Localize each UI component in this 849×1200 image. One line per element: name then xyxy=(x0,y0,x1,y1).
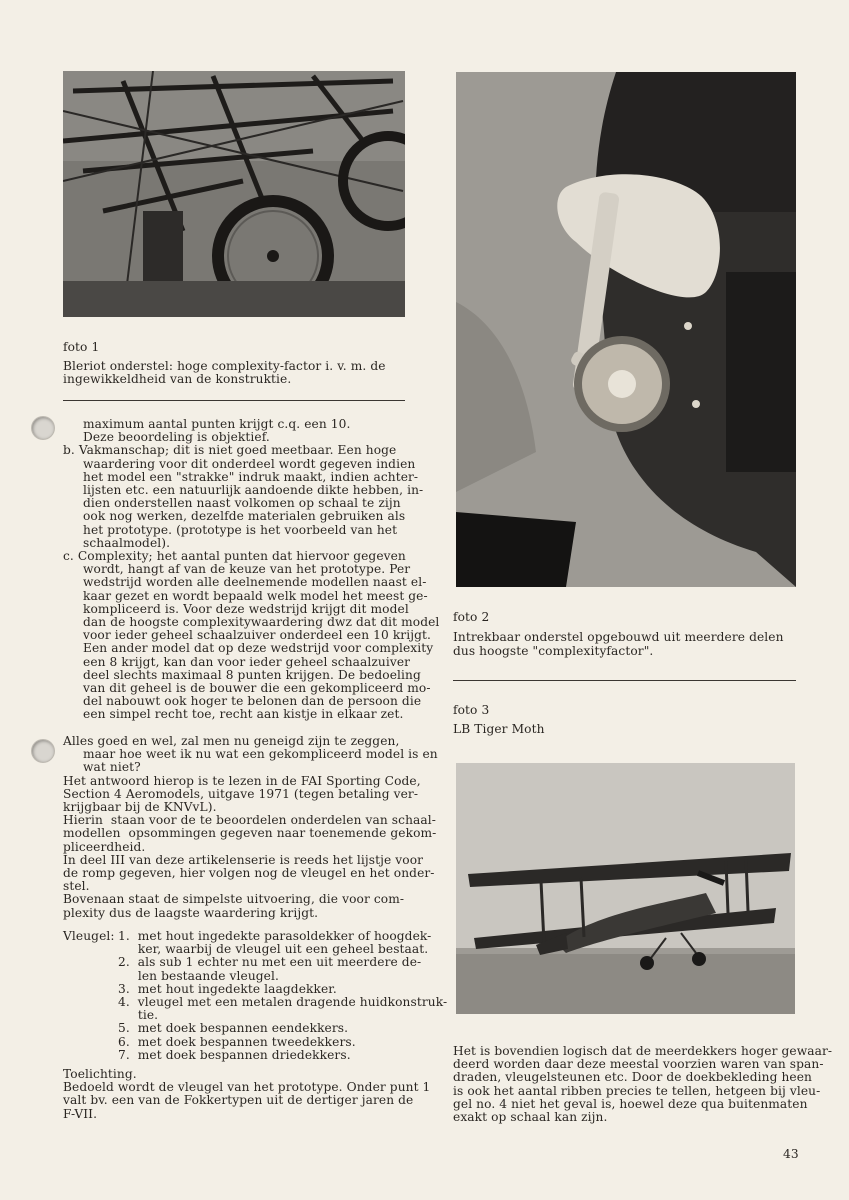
left-block2-line: krijgbaar bij de KNVvL). xyxy=(63,800,217,815)
left-block1-line: b. Vakmanschap; dit is niet goed meetbaar. Een hoge xyxy=(63,443,397,458)
photo1-caption-line-1: Bleriot onderstel: hoge complexity-factor i. v. m. de xyxy=(63,359,386,373)
left-block2-line: plexity dus de laagste waardering krijgt. xyxy=(63,905,319,920)
left-block2-line: Het antwoord hierop is te lezen in de FAI Sporting Code, xyxy=(63,773,421,788)
photo1-label: foto 1 xyxy=(63,340,100,354)
left-block2-line: Section 4 Aeromodels, uitgave 1971 (tegen betaling ver- xyxy=(63,786,419,801)
left-block1-line: waardering voor dit onderdeel wordt gegeven indien xyxy=(83,456,416,471)
left-block2-line: wat niet? xyxy=(83,760,141,775)
toelichting-line: F-VII. xyxy=(63,1106,98,1121)
left-block1-line: lijsten etc. een natuurlijk aandoende dikte hebben, in- xyxy=(83,483,424,498)
page-number: 43 xyxy=(783,1147,799,1161)
divider-left xyxy=(63,400,405,401)
vleugel-item: 5. met doek bespannen eendekkers. xyxy=(118,1021,349,1036)
left-block2-line: In deel III van deze artikelenserie is reeds het lijstje voor xyxy=(63,852,424,867)
left-text-block-2 xyxy=(63,735,438,920)
left-block2-line: Alles goed en wel, zal men nu geneigd zijn te zeggen, xyxy=(63,734,400,748)
left-block1-line: wordt, hangt af van de keuze van het prototype. Per xyxy=(83,562,411,577)
toelichting-line: Toelichting. xyxy=(63,1067,137,1081)
left-block1-line: kaar gezet en wordt bepaald welk model het meest ge- xyxy=(83,588,428,603)
left-block2-line: de romp gegeven, hier volgen nog de vleugel en het onder- xyxy=(63,866,435,881)
right-text-block xyxy=(453,1045,832,1124)
left-block1-line: wedstrijd worden alle deelnemende modellen naast el- xyxy=(83,575,427,590)
toelichting-line: valt bv. een van de Fokkertypen uit de dertiger jaren de xyxy=(63,1093,414,1108)
photo3-label: foto 3 xyxy=(453,703,490,717)
left-block1-line: het model een "strakke" indruk maakt, indien achter- xyxy=(83,469,419,484)
right-block-line: is ook het aantal ribben precies te tellen, hetgeen bij vleu- xyxy=(453,1083,821,1098)
vleugel-item: 7. met doek bespannen driedekkers. xyxy=(118,1047,351,1062)
right-block-line: draden, vleugelsteunen etc. Door de doekbekleding heen xyxy=(453,1070,812,1085)
punch-hole-top xyxy=(32,417,54,439)
photo2-label: foto 2 xyxy=(453,610,490,624)
left-text-block-1 xyxy=(63,418,439,722)
vleugel-item: 6. met doek bespannen tweedekkers. xyxy=(118,1034,356,1049)
vleugel-item: 1. met hout ingedekte parasoldekker of hoogdek- xyxy=(118,929,432,943)
left-block2-line: stel. xyxy=(63,879,90,894)
left-block1-line: dan de hoogste complexitywaardering dwz dat dit model xyxy=(83,615,440,630)
left-block1-line: het prototype. (prototype is het voorbeeld van het xyxy=(83,522,398,537)
left-block1-line: een 8 krijgt, kan dan voor ieder geheel schaalzuiver xyxy=(83,654,411,669)
left-block1-line: ook nog werken, dezelfde materialen gebruiken als xyxy=(83,509,406,524)
left-block2-line: Hierin staan voor de te beoordelen onderdelen van schaal- xyxy=(63,813,436,828)
vleugel-item: tie. xyxy=(118,1008,159,1023)
photo2-caption-line-1: Intrekbaar onderstel opgebouwd uit meerdere delen xyxy=(453,630,784,644)
left-block1-line: deel slechts maximaal 8 punten krijgen. De bedoeling xyxy=(83,667,421,682)
left-block1-line: c. Complexity; het aantal punten dat hiervoor gegeven xyxy=(63,549,406,564)
photo-retractable-undercarriage xyxy=(456,72,796,587)
right-block-line: exakt op schaal kan zijn. xyxy=(453,1110,608,1125)
vleugel-item: len bestaande vleugel. xyxy=(118,968,279,983)
left-block2-line: modellen opsommingen gegeven naar toenemende gekom- xyxy=(63,826,437,841)
vleugel-item: 3. met hout ingedekte laagdekker. xyxy=(118,981,337,996)
left-block1-line: kompliceerd is. Voor deze wedstrijd krijgt dit model xyxy=(83,601,409,616)
photo-tiger-moth xyxy=(456,763,795,1014)
left-block2-line: Bovenaan staat de simpelste uitvoering, die voor com- xyxy=(63,892,405,907)
left-block2-line: pliceerdheid. xyxy=(63,839,146,854)
photo3-title: LB Tiger Moth xyxy=(453,722,545,736)
left-block1-line: schaalmodel). xyxy=(83,535,171,550)
vleugel-list xyxy=(118,930,447,1062)
vleugel-item: ker, waarbij de vleugel uit een geheel bestaat. xyxy=(118,942,429,957)
left-block1-line: dien onderstellen naast volkomen op schaal te zijn xyxy=(83,496,401,511)
left-block1-line: del nabouwt ook hoger te belonen dan de persoon die xyxy=(83,694,422,709)
punch-hole-bottom xyxy=(32,740,54,762)
toelichting-block xyxy=(63,1068,430,1121)
toelichting-line: Bedoeld wordt de vleugel van het prototype. Onder punt 1 xyxy=(63,1080,431,1095)
left-block1-line: voor ieder geheel schaalzuiver onderdeel een 10 krijgt. xyxy=(83,628,431,643)
right-block-line: deerd worden daar deze meestal voorzien waren van span- xyxy=(453,1057,824,1072)
left-block1-line: van dit geheel is de bouwer die een gekompliceerd mo- xyxy=(83,681,431,696)
left-block1-line: Deze beoordeling is objektief. xyxy=(83,430,270,445)
right-block-line: Het is bovendien logisch dat de meerdekkers hoger gewaar- xyxy=(453,1044,833,1058)
left-block1-line: Een ander model dat op deze wedstrijd voor complexity xyxy=(83,641,434,656)
photo2-caption-line-2: dus hoogste "complexityfactor". xyxy=(453,644,654,658)
photo1-caption-line-2: ingewikkeldheid van de konstruktie. xyxy=(63,372,292,386)
vleugel-item: 2. als sub 1 echter nu met een uit meerdere de- xyxy=(118,955,422,970)
vleugel-item: 4. vleugel met een metalen dragende huidkonstruk- xyxy=(118,995,448,1010)
vleugel-label: Vleugel: xyxy=(63,929,115,943)
photo-bleriot-undercarriage xyxy=(63,71,405,317)
divider-right xyxy=(453,680,796,681)
right-block-line: gel no. 4 niet het geval is, hoewel deze qua buitenmaten xyxy=(453,1096,808,1111)
left-block2-line: maar hoe weet ik nu wat een gekompliceerd model is en xyxy=(83,747,438,762)
left-block1-line: een simpel recht toe, recht aan kistje in elkaar zet. xyxy=(83,707,404,722)
left-block1-line: maximum aantal punten krijgt c.q. een 10. xyxy=(83,417,351,431)
